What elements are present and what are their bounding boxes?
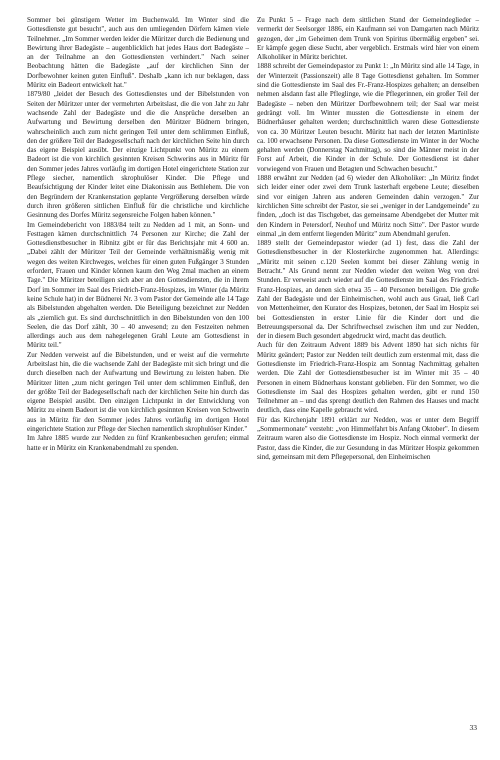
paragraph: Für das Kirchenjahr 1891 erklärt zur Nedden, was er unter dem Begriff „Sommermonate" versteht: „von Himmelfahrt bis Anfang Oktober". In diesem Zeitraum waren also die Gottesdienste im Hospiz. Noch einmal vermerkt der Pastor, dass die Kinder, die zur Gesundung in das Müritzer Hospiz gekommen sind, gemeinsam mit dem Pflegepersonal, den Einheimischen <box>257 415 479 461</box>
paragraph: Sommer bei günstigem Wetter im Buchenwald. Im Winter sind die Gottesdienste gut besucht", auch aus den umliegenden Dörfern kämen viele Teilnehmer. „Im Sommer werden leider die Müritzer durch die Bedienung und Bewirtung ihrer Badegäste – augenblicklich hat jedes Haus dort Badegäste – an der Teilnahme an den Gottesdiensten verhindert." Nach seiner Beobachtung hätten die Badegäste „auf der kirchlichen Sinn der Dorfbewohner keinen guten Einfluß". Deshalb „kann ich nur beklagen, dass Müritz ein Badeort entwickelt hat." <box>27 16 249 90</box>
paragraph: Auch für den Zeitraum Advent 1889 bis Advent 1890 hat sich nichts für Müritz geändert; Pastor zur Nedden teilt deutlich zum erstenmal mit, dass die Gottesdienste im Friedrich-Franz-Hospiz am Sonntag Nachmittag gehalten werden. Die Zahl der Gottesdienstbesucher ist im Winter mit 35 – 40 Personen in einem Büdnerhaus konstant geblieben. Für den Sommer, wo die Gottesdienste im Saal des Hospizes gehalten werden, gibt er rund 150 Teilnehmer an – und das sprengt deutlich den Rahmen des Hauses und macht deutlich, dass eine Kapelle gebraucht wird. <box>257 341 479 415</box>
left-column <box>27 16 249 453</box>
paragraph: Zur Nedden verweist auf die Bibelstunden, und er weist auf die vermehrte Arbeitslast hin, die die wachsende Zahl der Badegäste mit sich bringt und die durch dieselben nach der Aufwartung und Bewirtung zu leisten haben. Die Müritzer litten „zum nicht geringen Teil unter dem schlimmen Einfluß, den der größte Teil der Badegesellschaft nach der kirchlichen Seite hin durch das eigene Beispiel ausübt. Den einzigen Lichtpunkt in der Entwicklung von Müritz zu einem Badeort ist die von kirchlich gesinnten Kreisen von Schwerin aus in Müritz für den Sommer jedes Jahres vorläufig im dortigen Hotel eingerichtete Station zur Pflege der Siechen namentlich skrophulöser Kinder." <box>27 350 249 434</box>
paragraph: Im Gemeindebericht von 1883/84 teilt zu Nedden ad 1 mit, an Sonn- und Festtagen kämen durchschnittlich 74 Personen zur Kirche; die Zahl der Gottesdienstbesucher in Ribnitz gibt er für das Berichtsjahr mit 4 600 an. „Dabei zählt der Müritzer Teil der Gemeinde verhältnismäßig wenig mit wegen des weiten Kirchweges, welches für einen guten Fußgänger 3 Stunden erfordert, Frauen und Kinder können kaum den Weg 2mal machen an einem Tage." Die Müritzer beteiligen sich aber an den Gottesdiensten, die in ihrem Dorf im Sommer im Saal des Friedrich-Franz-Hospizes, im Winter (da Müritz keine Schule hat) in der Büdnerei Nr. 3 vom Pastor der Gemeinde alle 14 Tage als Bibelstunden abgehalten werden. Die Beteiligung bezeichnet zur Nedden als „ziemlich gut. Es sind durchschnittlich in den Bibelstunden von den 100 Seelen, die das Dorf zählt, 30 – 40 anwesend; zu den Festzeiten nehmen allerdings auch aus dem nahegelegenen Grahl Leute am Gottesdienst in Müritz teil." <box>27 220 249 350</box>
paragraph: 1888 schreibt der Gemeindepastor zu Punkt 1: „In Müritz sind alle 14 Tage, in der Winterzeit (Passionszeit) alle 8 Tage Gottesdienst gehalten. Im Sommer sind die Gottesdienste im Saal des Fr.-Franz-Hospizes gehalten; an denselben nehmen alsdann fast alle Pfleglinge, wie die Pflegerinnen, ein großer Teil der Badegäste – neben den Müritzer Dorfbewohnern teil; der Saal war meist gedrängt voll. Im Winter mussten die Gottesdienste in einem der Büdnerhäuser gehalten werden; durchschnittlich waren diese Gottesdienste von ca. 30 Müritzer Leuten besucht. Müritz hat nach der letzten Martinliste ca. 100 erwachsene Personen. Da diese Gottesdienste im Winter in der Woche gehalten werden (Donnerstag Nachmittag), so sind die Männer meist in der Forst auf Arbeit, die Kinder in der Schule. Der Gottesdienst ist daher vorwiegend von Frauen und Betagten und Schwachen besucht." <box>257 62 479 173</box>
right-column <box>257 16 479 462</box>
paragraph: Im Jahre 1885 wurde zur Nedden zu fünf Krankenbesuchen gerufen; einmal hatte er in Müritz ein Krankenabendmahl zu spenden. <box>27 434 249 452</box>
paragraph: 1879/80 „leidet der Besuch des Gottesdienstes und der Bibelstunden von Seiten der Müritzer unter der vermehrten Arbeitslast, die die von Jahr zu Jahr wachsende Zahl der Badegäste und die die Ansprüche derselben an Aufwartung und Bewirtung derselben den Müritzer Büdnern bringen, wahrscheinlich auch zum nicht geringen Teil unter dem schlimmen Einfluß, den der größere Teil der Badegesellschaft nach der kirchlichen Seite hin durch das eigene Beispiel ausübt. Der einzige Lichtpunkt von Müritz zu einem Badeort ist die von kirchlich gesinnten Kreisen Schwerins aus in Müritz für den Sommer jedes Jahres vorläufig im dortigen Hotel eingerichtete Station zur Pflege siecher, namentlich skrophulöser Kinder. Die Pflege und Beaufsichtigung der Kinder leitet eine Diakonissin aus Bethlehem. Die von den Begründern der Krankenstation geplante Vergrößerung derselben würde durch ihren größeren sittlichen Einfluß für die christliche und kirchliche Gesinnung des Dorfes Müritz segensreiche Folgen haben können." <box>27 90 249 220</box>
paragraph: 1888 erwähnt zur Nedden (ad 6) wieder den Alkoholiker: „In Müritz findet sich leider einer oder zwei dem Trunk lasterhaft ergebene Leute; dieselben sind vor einigen Jahren aus anderen Gemeinden dahin verzogen." Zur kirchlichen Sitte schreibt der Pastor, sie sei „weniger in der Landgemeinde" zu finden, „doch ist das Tischgebet, das gemeinsame Abendgebet der Mutter mit den Kindern in Petersdorf, Neuhof und Müritz noch Sitte". Der Pastor wurde einmal „in dem entfernt liegenden Müritz" zum Abendmahl gerufen. <box>257 174 479 238</box>
paragraph: Zu Punkt 5 – Frage nach dem sittlichen Stand der Gemeindeglieder – vermerkt der Seelsorger 1886, ein Kaufmann sei von Damgarten nach Müritz gezogen, der „im Geheimen dem Trunk von Spiritus übermäßig ergeben" sei. Er kämpfe gegen diese Sucht, aber vergeblich. Erstmals wird hier von einem Alkoholiker in Müritz berichtet. <box>257 16 479 62</box>
paragraph: 1889 stellt der Gemeindepastor wieder (ad 1) fest, dass die Zahl der Gottesdienstbesucher in der Klosterkirche zugenommen hat. Allerdings: „Müritz mit seinen c.120 Seelen kommt bei dieser Zählung wenig in Betracht." Als Grund nennt zur Nedden wieder den weiten Weg von drei Stunden. Er verweist auch wieder auf die Gottesdienste im Saal des Friedrich-Franz-Hospizes, an denen sich etwa 35 – 40 Personen beteiligen. Die große Zahl der Badegäste und der Einheimischen, wohl auch aus Graal, ließ Carl von Mettenheimer, den Kurator des Hospizes, betonen, der Saal im Hospiz sei bei Gottesdiensten in erster Linie für die Kinder dort und die Betreuungspersonal da. Der Schriftwechsel zwischen ihm und zur Nedden, der in diesem Buch gesondert abgedruckt wird, macht das deutlich. <box>257 239 479 341</box>
page-number: 33 <box>469 723 477 732</box>
